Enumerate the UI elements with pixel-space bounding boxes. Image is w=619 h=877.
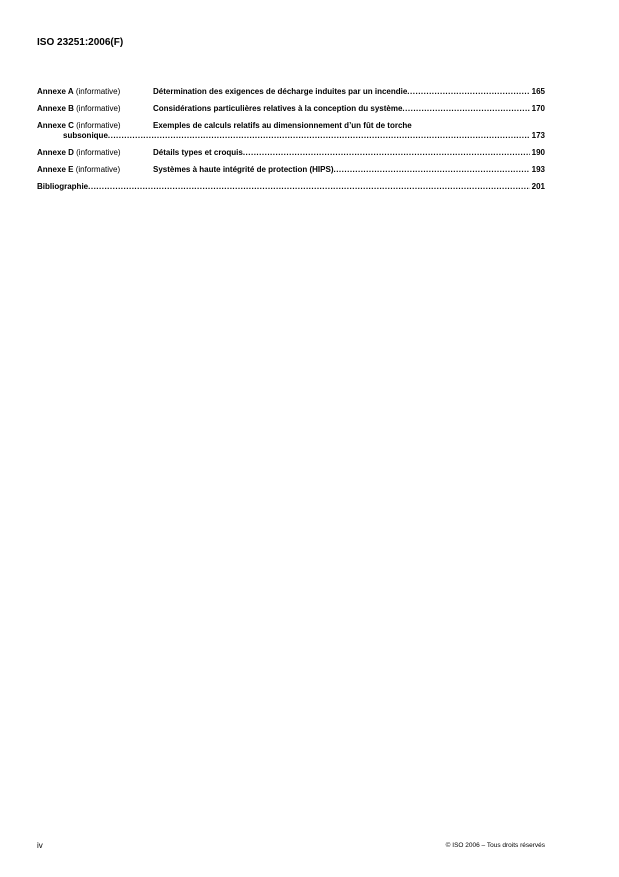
- document-header: ISO 23251:2006(F): [37, 37, 124, 48]
- toc-page: 165: [531, 87, 545, 96]
- annex-label: Annexe E (informative): [37, 165, 121, 174]
- annex-label: Annexe C (informative): [37, 121, 121, 130]
- annex-label: Annexe D (informative): [37, 148, 121, 157]
- leader-dots: [333, 165, 529, 175]
- toc-title: Bibliographie: [37, 182, 89, 191]
- toc-title: Considérations particulières relatives à la conception du système: [153, 104, 403, 113]
- toc-page: 193: [531, 165, 545, 174]
- toc-title: Exemples de calculs relatifs au dimensionnement d’un fût de torche: [153, 121, 412, 130]
- annex-label: Annexe A (informative): [37, 87, 121, 96]
- leader-dots: [402, 104, 529, 114]
- toc-title-continued: subsonique: [63, 131, 108, 140]
- page-number: iv: [37, 841, 43, 850]
- toc-title: Systèmes à haute intégrité de protection (HIPS): [153, 165, 334, 174]
- copyright-notice: © ISO 2006 – Tous droits réservés: [445, 842, 545, 849]
- toc-entry-annex-e[interactable]: [37, 165, 545, 175]
- toc-entry-annex-b[interactable]: [37, 104, 545, 114]
- toc-entry-annex-c[interactable]: [37, 121, 545, 141]
- leader-dots: [243, 148, 530, 158]
- toc-page: 170: [531, 104, 545, 113]
- toc-entry-annex-a[interactable]: [37, 87, 545, 97]
- toc-title: Détermination des exigences de décharge induites par un incendie: [153, 87, 408, 96]
- toc-entry-annex-d[interactable]: [37, 148, 545, 158]
- annex-label: Annexe B (informative): [37, 104, 121, 113]
- leader-dots: [108, 131, 530, 141]
- leader-dots: [407, 87, 529, 97]
- toc-page: 201: [531, 182, 545, 191]
- toc-page: 173: [531, 131, 545, 140]
- toc-title: Détails types et croquis: [153, 148, 243, 157]
- leader-dots: [88, 182, 530, 192]
- toc-page: 190: [531, 148, 545, 157]
- toc-entry-bibliography[interactable]: [37, 182, 545, 192]
- table-of-contents: [37, 87, 545, 199]
